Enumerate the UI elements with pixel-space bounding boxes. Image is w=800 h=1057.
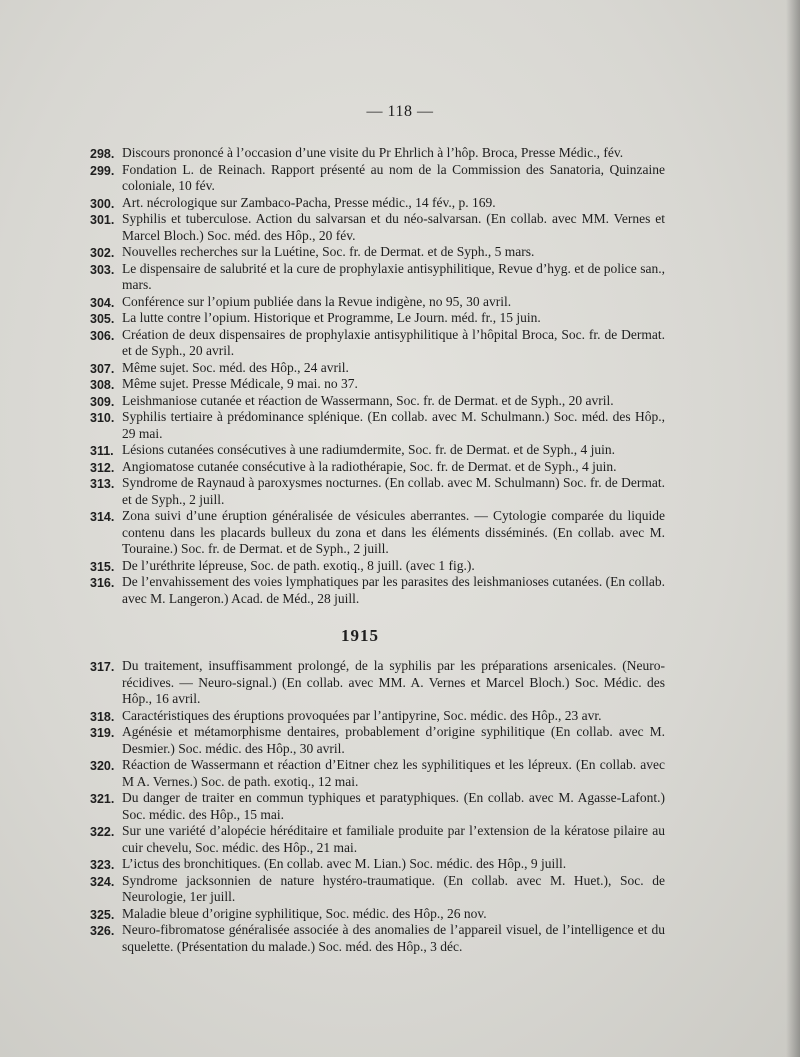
- entry-text: Sur une variété d’alopécie héréditaire et familiale produite par l’extension de la kératose pilaire au cuir chevelu, Soc. médic. des Hôp., 21 mai.: [122, 823, 665, 855]
- list-item: [90, 906, 665, 923]
- entry-number: 313.: [90, 477, 115, 491]
- entry-number: 306.: [90, 328, 115, 343]
- entry-number: 315.: [90, 559, 115, 574]
- list-item: [90, 327, 665, 360]
- entry-number: 312.: [90, 460, 115, 475]
- list-item: [90, 475, 665, 508]
- list-item: [90, 459, 665, 476]
- list-item: [90, 922, 665, 955]
- entry-text: Art. nécrologique sur Zambaco-Pacha, Presse médic., 14 fév., p. 169.: [122, 194, 496, 210]
- list-item: [90, 757, 665, 790]
- entry-text: Maladie bleue d’origine syphilitique, Soc. médic. des Hôp., 26 nov.: [122, 905, 487, 921]
- list-item: [90, 442, 665, 459]
- entry-text: Du danger de traiter en commun typhiques et paratyphiques. (En collab. avec M. Agasse-Lafont.) Soc. médic. des Hôp., 15 mai.: [122, 790, 665, 822]
- list-item: [90, 393, 665, 410]
- entry-number: 322.: [90, 825, 115, 839]
- entry-text: Nouvelles recherches sur la Luétine, Soc. fr. de Dermat. et de Syph., 5 mars.: [122, 244, 535, 259]
- entry-number: 304.: [90, 295, 115, 310]
- list-item: [90, 409, 665, 442]
- entry-number: 326.: [90, 924, 115, 938]
- entry-number: 316.: [90, 576, 115, 590]
- entry-text: Même sujet. Soc. méd. des Hôp., 24 avril.: [122, 359, 349, 375]
- entry-text: Syphilis tertiaire à prédominance splénique. (En collab. avec M. Schulmann.) Soc. méd. des Hôp., 29 mai.: [122, 409, 665, 441]
- entry-text: L’ictus des bronchitiques. (En collab. avec M. Lian.) Soc. médic. des Hôp., 9 juill.: [122, 856, 567, 871]
- entry-text: Caractéristiques des éruptions provoquées par l’antipyrine, Soc. médic. des Hôp., 23 avr.: [122, 707, 602, 723]
- entry-text: Même sujet. Presse Médicale, 9 mai. no 37.: [122, 376, 358, 391]
- list-item: [90, 724, 665, 757]
- list-item: [90, 360, 665, 377]
- entry-text: Réaction de Wassermann et réaction d’Eitner chez les syphilitiques et les lépreux. (En collab. avec M A. Vernes.) Soc. de path. exotiq., 12 mai.: [122, 757, 665, 789]
- entry-text: Zona suivi d’une éruption généralisée de vésicules aberrantes. — Cytologie comparée du liquide contenu dans les placards bulleux du zona et dans les éléments disséminés. (En collab. avec M. Touraine.) Soc. fr. de Dermat. et de Syph., 2 juill.: [122, 508, 665, 556]
- list-item: [90, 873, 665, 906]
- entry-text: Syndrome de Raynaud à paroxysmes nocturnes. (En collab. avec M. Schulmann) Soc. fr. de Dermat. et de Syph., 2 juill.: [122, 475, 665, 507]
- entry-number: 300.: [90, 196, 115, 211]
- bibliography-list-1914: [90, 145, 665, 607]
- entry-number: 321.: [90, 792, 115, 806]
- entry-number: 302.: [90, 246, 115, 260]
- entry-number: 318.: [90, 709, 115, 724]
- entry-number: 307.: [90, 361, 115, 376]
- entry-number: 303.: [90, 262, 115, 277]
- entry-number: 324.: [90, 874, 115, 889]
- entry-number: 314.: [90, 510, 115, 524]
- entry-number: 301.: [90, 213, 115, 227]
- entry-text: Syndrome jacksonnien de nature hystéro-traumatique. (En collab. avec M. Huet.), Soc. de Neurologie, 1er juill.: [122, 872, 665, 904]
- entry-text: Agénésie et métamorphisme dentaires, probablement d’origine syphilitique (En collab. avec M. Desmier.) Soc. médic. des Hôp., 30 avril.: [122, 724, 665, 756]
- list-item: [90, 244, 665, 261]
- entry-text: La lutte contre l’opium. Historique et Programme, Le Journ. méd. fr., 15 juin.: [122, 310, 541, 325]
- entry-number: 310.: [90, 411, 115, 425]
- list-item: [90, 558, 665, 575]
- list-item: [90, 508, 665, 558]
- entry-text: De l’envahissement des voies lymphatiques par les parasites des leishmanioses cutanées. (En collab. avec M. Langeron.) Acad. de Méd., 28 juill.: [122, 574, 665, 606]
- list-item: [90, 658, 665, 708]
- list-item: [90, 162, 665, 195]
- list-item: [90, 294, 665, 311]
- entry-text: Syphilis et tuberculose. Action du salvarsan et du néo-salvarsan. (En collab. avec MM. Vernes et Marcel Bloch.) Soc. méd. des Hôp., 20 fév.: [122, 211, 665, 243]
- entry-text: Lésions cutanées consécutives à une radiumdermite, Soc. fr. de Dermat. et de Syph., 4 juin.: [122, 442, 615, 457]
- entry-text: Fondation L. de Reinach. Rapport présenté au nom de la Commission des Sanatoria, Quinzaine coloniale, 10 fév.: [122, 161, 665, 193]
- entry-number: 299.: [90, 163, 115, 178]
- entry-number: 308.: [90, 378, 115, 392]
- list-item: [90, 376, 665, 393]
- entry-text: Discours prononcé à l’occasion d’une visite du Pr Ehrlich à l’hôp. Broca, Presse Médic., fév.: [122, 145, 624, 160]
- section-year-heading: 1915: [341, 626, 379, 645]
- entry-number: 319.: [90, 726, 115, 740]
- entry-text: Du traitement, insuffisamment prolongé, de la syphilis par les préparations arsenicales. (Neuro-récidives. — Neuro-signal.) (En collab. avec MM. A. Vernes et Marcel Bloch.) Soc. Médic. des Hôp., 16 avril.: [122, 658, 665, 706]
- list-item: [90, 211, 665, 244]
- entry-number: 309.: [90, 394, 115, 409]
- entry-text: Leishmaniose cutanée et réaction de Wassermann, Soc. fr. de Dermat. et de Syph., 20 avril.: [122, 392, 614, 408]
- list-item: [90, 574, 665, 607]
- entry-text: De l’uréthrite lépreuse, Soc. de path. exotiq., 8 juill. (avec 1 fig.).: [122, 557, 475, 573]
- entry-number: 325.: [90, 907, 115, 922]
- list-item: [90, 856, 665, 873]
- list-item: [90, 310, 665, 327]
- entry-number: 320.: [90, 759, 115, 773]
- entry-number: 305.: [90, 312, 115, 326]
- list-item: [90, 261, 665, 294]
- entry-text: Le dispensaire de salubrité et la cure de prophylaxie antisyphilitique, Revue d’hyg. et de police san., mars.: [122, 260, 665, 292]
- page-number: — 118 —: [366, 103, 434, 120]
- page-edge-shadow: [786, 0, 800, 1057]
- list-item: [90, 195, 665, 212]
- entry-number: 323.: [90, 858, 115, 872]
- list-item: [90, 790, 665, 823]
- entry-text: Création de deux dispensaires de prophylaxie antisyphilitique à l’hôpital Broca, Soc. fr. de Dermat. et de Syph., 20 avril.: [122, 326, 665, 358]
- bibliography-list-1915: [90, 658, 665, 955]
- entry-number: 311.: [90, 444, 114, 458]
- list-item: [90, 708, 665, 725]
- entry-text: Conférence sur l’opium publiée dans la Revue indigène, no 95, 30 avril.: [122, 293, 512, 309]
- entry-number: 317.: [90, 660, 115, 674]
- entry-text: Angiomatose cutanée consécutive à la radiothérapie, Soc. fr. de Dermat. et de Syph., 4 juin.: [122, 458, 617, 474]
- list-item: [90, 145, 665, 162]
- entry-text: Neuro-fibromatose généralisée associée à des anomalies de l’appareil visuel, de l’intelligence et du squelette. (Présentation du malade.) Soc. méd. des Hôp., 3 déc.: [122, 922, 665, 954]
- entry-number: 298.: [90, 147, 115, 161]
- list-item: [90, 823, 665, 856]
